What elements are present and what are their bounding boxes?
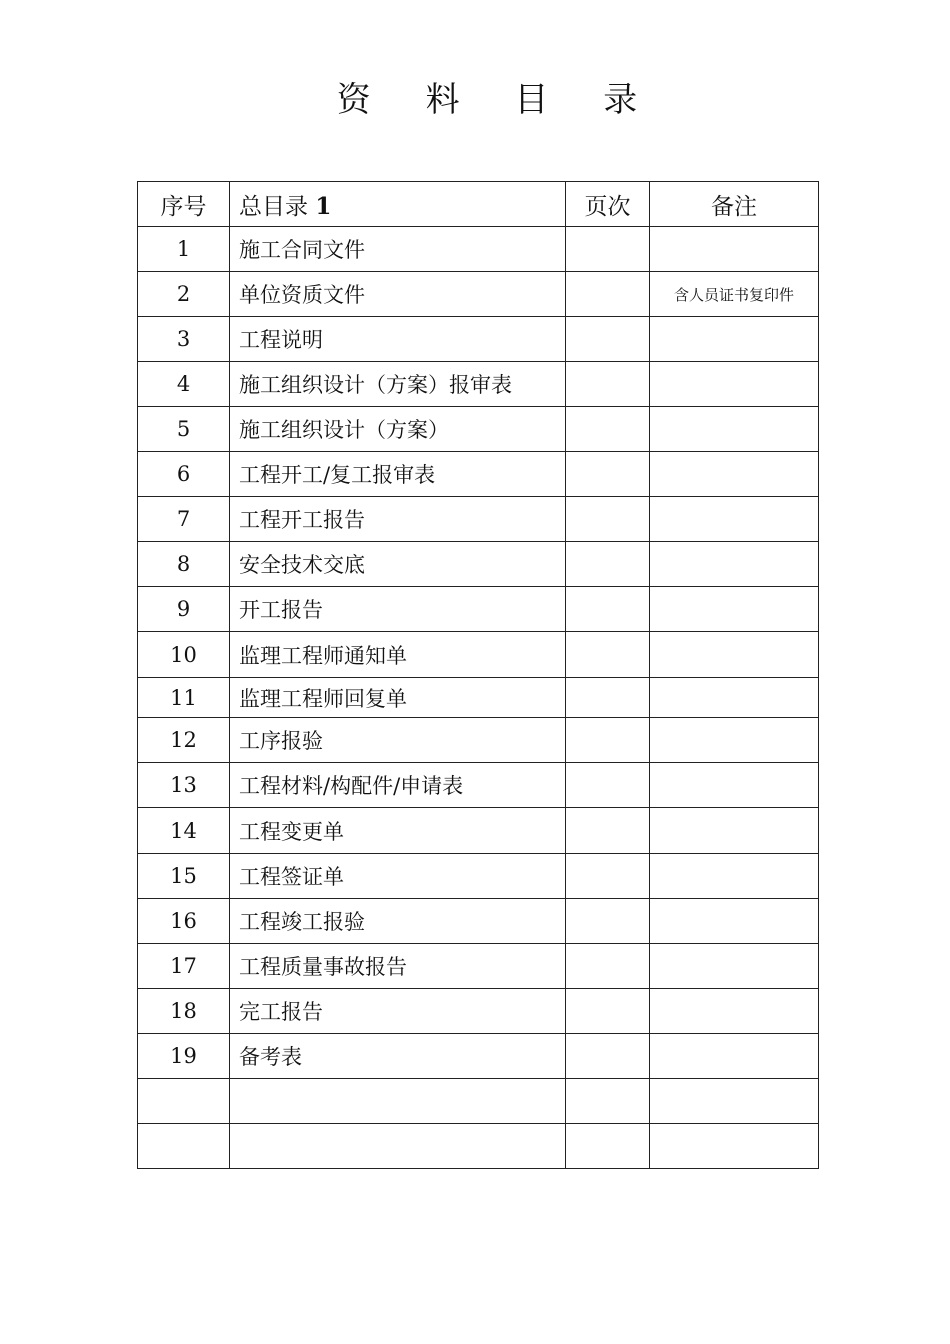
cell-page xyxy=(566,678,650,718)
cell-seq: 5 xyxy=(138,407,230,452)
cell-note: 含人员证书复印件 xyxy=(650,272,819,317)
table-row xyxy=(138,899,819,944)
cell-seq: 8 xyxy=(138,542,230,587)
cell-note xyxy=(650,542,819,587)
cell-title: 监理工程师通知单 xyxy=(230,632,566,678)
table-row xyxy=(138,854,819,899)
cell-seq: 7 xyxy=(138,497,230,542)
table-row xyxy=(138,227,819,272)
table-row xyxy=(138,989,819,1034)
cell-title: 单位资质文件 xyxy=(230,272,566,317)
cell-title: 工序报验 xyxy=(230,718,566,763)
cell-title xyxy=(230,1124,566,1169)
cell-title: 施工组织设计（方案）报审表 xyxy=(230,362,566,407)
cell-page xyxy=(566,362,650,407)
table-row xyxy=(138,1079,819,1124)
cell-note xyxy=(650,1034,819,1079)
table-row xyxy=(138,407,819,452)
cell-page xyxy=(566,272,650,317)
header-title-number: 1 xyxy=(315,192,332,220)
header-row xyxy=(138,182,819,227)
cell-title: 施工合同文件 xyxy=(230,227,566,272)
cell-title: 开工报告 xyxy=(230,587,566,632)
cell-page xyxy=(566,1079,650,1124)
cell-note xyxy=(650,763,819,808)
cell-seq: 19 xyxy=(138,1034,230,1079)
cell-page xyxy=(566,1034,650,1079)
cell-title: 工程变更单 xyxy=(230,808,566,854)
cell-title: 工程竣工报验 xyxy=(230,899,566,944)
cell-seq: 11 xyxy=(138,678,230,718)
cell-note xyxy=(650,944,819,989)
cell-seq: 13 xyxy=(138,763,230,808)
cell-note xyxy=(650,1124,819,1169)
cell-title: 完工报告 xyxy=(230,989,566,1034)
cell-page xyxy=(566,899,650,944)
cell-title: 工程说明 xyxy=(230,317,566,362)
cell-page xyxy=(566,587,650,632)
table-row xyxy=(138,362,819,407)
table-row xyxy=(138,678,819,718)
cell-note xyxy=(650,497,819,542)
cell-note xyxy=(650,899,819,944)
cell-seq xyxy=(138,1079,230,1124)
cell-note xyxy=(650,808,819,854)
cell-note xyxy=(650,587,819,632)
cell-title: 备考表 xyxy=(230,1034,566,1079)
cell-note xyxy=(650,632,819,678)
cell-title: 工程开工报告 xyxy=(230,497,566,542)
cell-note xyxy=(650,1079,819,1124)
cell-note xyxy=(650,362,819,407)
document-title: 资 料 目 录 xyxy=(336,80,660,120)
table-row xyxy=(138,718,819,763)
cell-page xyxy=(566,718,650,763)
table-body xyxy=(138,227,819,1169)
cell-title: 监理工程师回复单 xyxy=(230,678,566,718)
cell-page xyxy=(566,497,650,542)
table-row xyxy=(138,1034,819,1079)
header-seq: 序号 xyxy=(138,182,230,227)
table-row xyxy=(138,542,819,587)
cell-seq: 18 xyxy=(138,989,230,1034)
table-row xyxy=(138,317,819,362)
cell-title: 安全技术交底 xyxy=(230,542,566,587)
cell-page xyxy=(566,808,650,854)
cell-page xyxy=(566,632,650,678)
cell-page xyxy=(566,854,650,899)
cell-seq: 17 xyxy=(138,944,230,989)
table-row xyxy=(138,944,819,989)
cell-page xyxy=(566,763,650,808)
cell-page xyxy=(566,542,650,587)
cell-seq xyxy=(138,1124,230,1169)
cell-seq: 1 xyxy=(138,227,230,272)
cell-title: 工程材料/构配件/申请表 xyxy=(230,763,566,808)
cell-page xyxy=(566,1124,650,1169)
cell-seq: 10 xyxy=(138,632,230,678)
cell-seq: 2 xyxy=(138,272,230,317)
cell-seq: 12 xyxy=(138,718,230,763)
header-title xyxy=(230,182,566,227)
table-row xyxy=(138,587,819,632)
table-row xyxy=(138,452,819,497)
cell-page xyxy=(566,989,650,1034)
cell-seq: 14 xyxy=(138,808,230,854)
cell-note xyxy=(650,317,819,362)
cell-seq: 3 xyxy=(138,317,230,362)
table-row xyxy=(138,497,819,542)
cell-page xyxy=(566,317,650,362)
header-page: 页次 xyxy=(566,182,650,227)
cell-seq: 4 xyxy=(138,362,230,407)
cell-note xyxy=(650,854,819,899)
table-row xyxy=(138,272,819,317)
cell-title xyxy=(230,1079,566,1124)
table-row xyxy=(138,808,819,854)
header-note: 备注 xyxy=(650,182,819,227)
cell-note xyxy=(650,678,819,718)
table-row xyxy=(138,632,819,678)
cell-seq: 9 xyxy=(138,587,230,632)
cell-page xyxy=(566,944,650,989)
cell-page xyxy=(566,452,650,497)
cell-seq: 6 xyxy=(138,452,230,497)
table-row xyxy=(138,763,819,808)
cell-page xyxy=(566,407,650,452)
cell-seq: 15 xyxy=(138,854,230,899)
cell-title: 工程签证单 xyxy=(230,854,566,899)
contents-table xyxy=(137,181,819,1169)
cell-title: 工程开工/复工报审表 xyxy=(230,452,566,497)
cell-title: 工程质量事故报告 xyxy=(230,944,566,989)
header-title-prefix: 总目录 xyxy=(239,193,308,220)
cell-note xyxy=(650,452,819,497)
cell-title: 施工组织设计（方案） xyxy=(230,407,566,452)
cell-note xyxy=(650,718,819,763)
table-row xyxy=(138,1124,819,1169)
cell-seq: 16 xyxy=(138,899,230,944)
cell-page xyxy=(566,227,650,272)
cell-note xyxy=(650,227,819,272)
cell-note xyxy=(650,407,819,452)
cell-note xyxy=(650,989,819,1034)
